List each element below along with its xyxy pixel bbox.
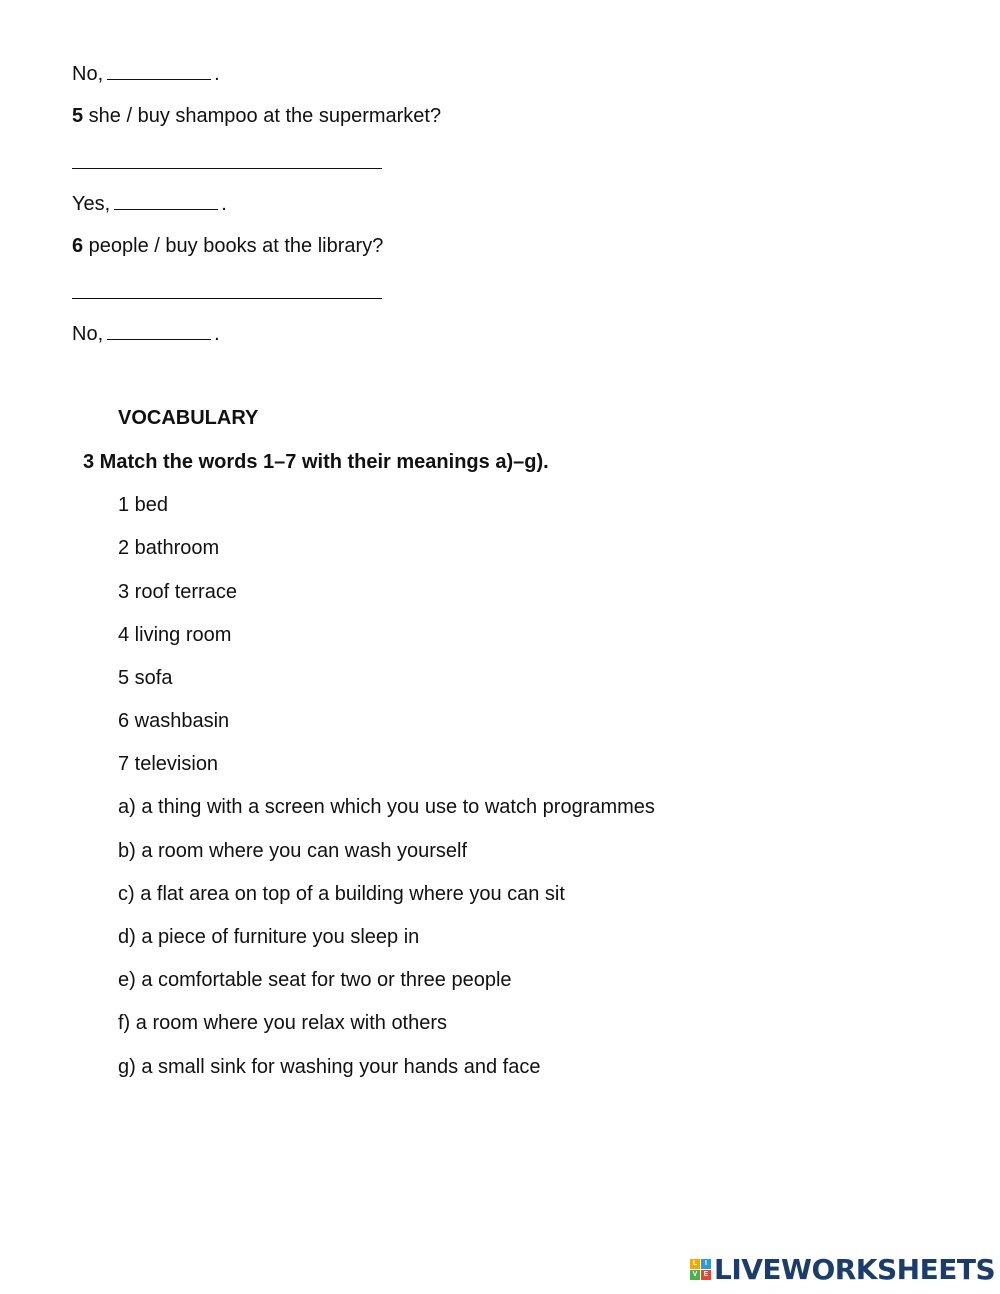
logo-mark-tile: I [701,1259,711,1269]
exercise-instruction: 3 Match the words 1–7 with their meanings a)–g). [83,451,549,473]
meaning-item: c) a flat area on top of a building where you can sit [118,883,565,905]
logo-mark-tile: V [690,1270,700,1280]
answer-blank-q5[interactable] [114,191,218,210]
answer-end: . [214,63,220,85]
meaning-item: f) a room where you relax with others [118,1012,448,1034]
question-prompt: people / buy books at the library? [83,235,384,257]
question-prompt: she / buy shampoo at the supermarket? [83,105,442,127]
logo-mark-tile: L [690,1259,700,1269]
answer-end: . [214,323,220,345]
word-item: 7 television [118,753,219,775]
meaning-item: e) a comfortable seat for two or three people [118,969,512,991]
meaning-item: a) a thing with a screen which you use to watch programmes [118,796,655,818]
answer-full-line-q5[interactable] [72,168,382,169]
question-6 [72,234,383,258]
meaning-item: d) a piece of furniture you sleep in [118,926,420,948]
answer-blank-q6[interactable] [107,321,211,340]
word-item: 6 washbasin [118,710,230,732]
answer-full-line-q6[interactable] [72,298,382,299]
answer-prefix: Yes, [72,193,111,215]
word-item: 2 bathroom [118,537,220,559]
logo-mark-tile: E [701,1270,711,1280]
meaning-item: g) a small sink for washing your hands and face [118,1056,541,1078]
word-item: 5 sofa [118,667,173,689]
answer-prefix: No, [72,63,104,85]
liveworksheets-logo[interactable] [690,1252,995,1286]
answer-line-q5 [72,191,227,216]
answer-blank-q4[interactable] [107,61,211,80]
question-number: 5 [72,105,84,127]
answer-line-q4 [72,61,220,86]
answer-prefix: No, [72,323,104,345]
word-item: 1 bed [118,494,169,516]
question-5 [72,104,441,128]
answer-line-q6 [72,321,220,346]
answer-end: . [221,193,227,215]
question-number: 6 [72,235,84,257]
logo-mark-icon [690,1259,711,1280]
meaning-item: b) a room where you can wash yourself [118,840,468,862]
logo-wordmark: LIVEWORKSHEETS [714,1252,996,1286]
word-item: 4 living room [118,624,232,646]
section-heading: VOCABULARY [118,407,259,429]
word-item: 3 roof terrace [118,581,237,603]
